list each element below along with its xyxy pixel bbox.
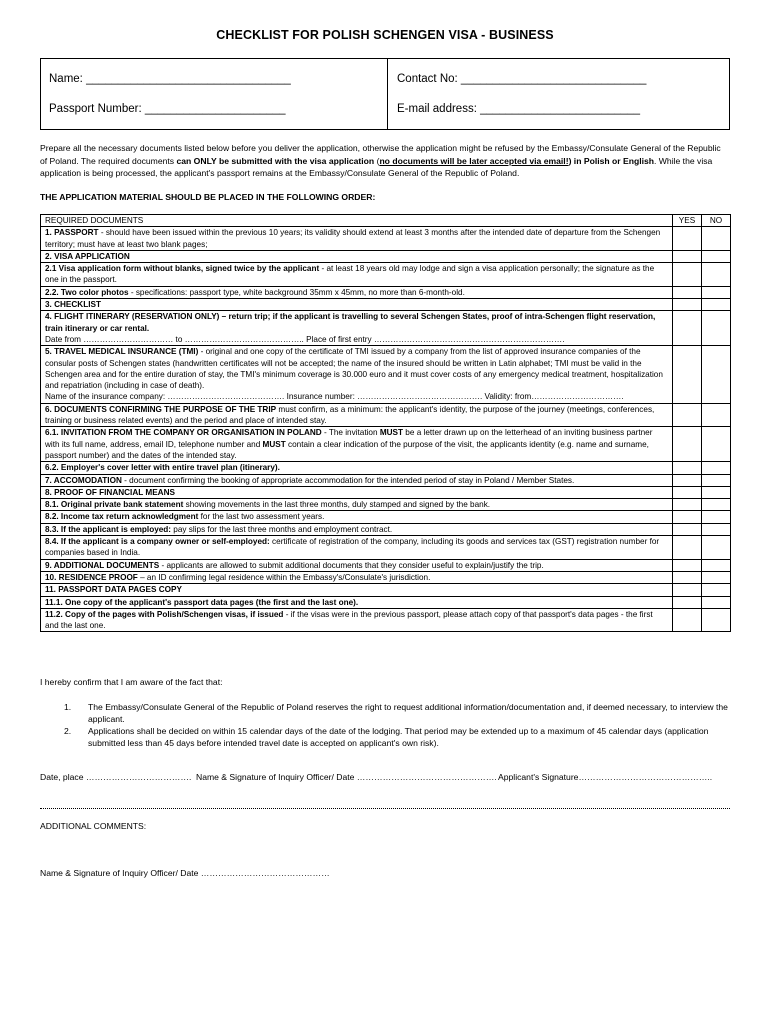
additional-comments-label: ADDITIONAL COMMENTS: <box>40 821 147 831</box>
row-text: - if the visas were in the previous passport, please attach copy of that passport's data pages - the first and the last one. <box>45 609 653 631</box>
row-text: - specifications: passport type, white background 35mm x 45mm, no more than 6-month-old. <box>128 287 465 297</box>
checklist-table <box>40 214 731 632</box>
intro-text: ( <box>374 155 380 166</box>
no-checkbox[interactable] <box>702 250 731 262</box>
applicant-signature-field[interactable]: Applicant's Signature……………………………………….. <box>498 772 713 782</box>
applicant-info-box <box>40 58 730 130</box>
yes-checkbox[interactable] <box>673 474 702 486</box>
no-checkbox[interactable] <box>702 596 731 608</box>
row-title: 11.1. One copy of the applicant's passport data pages (the first and the last one). <box>41 596 673 608</box>
yes-checkbox[interactable] <box>673 462 702 474</box>
row-text: certificate of registration of the company, including its goods and services tax (GST) registration number for companies based in India. <box>45 537 660 558</box>
table-row <box>41 536 731 560</box>
table-row <box>41 559 731 571</box>
table-row <box>41 427 731 462</box>
no-checkbox[interactable] <box>702 559 731 571</box>
page-title: CHECKLIST FOR POLISH SCHENGEN VISA - BUSINESS <box>216 28 554 42</box>
table-row <box>41 227 731 251</box>
date-place-field[interactable]: Date, place ………………………………. <box>40 772 192 782</box>
table-row <box>41 462 731 474</box>
confirmation-list <box>64 701 730 749</box>
table-row <box>41 584 731 596</box>
intro-bold-underline: no documents will be later accepted via email! <box>379 155 569 166</box>
table-header-row <box>41 215 731 227</box>
name-field[interactable]: Name: ________________________________ <box>49 73 291 85</box>
no-checkbox[interactable] <box>702 299 731 311</box>
dotted-separator <box>40 808 730 809</box>
row-text: - applicants are allowed to submit additional documents that they consider useful to explain/justify the trip. <box>159 560 544 570</box>
row-title: 2.1 Visa application form without blanks, signed twice by the applicant <box>45 264 320 274</box>
yes-checkbox[interactable] <box>673 596 702 608</box>
yes-checkbox[interactable] <box>673 511 702 523</box>
contact-field[interactable]: Contact No: _____________________________ <box>397 73 647 85</box>
list-item <box>64 725 730 749</box>
yes-checkbox[interactable] <box>673 608 702 632</box>
no-checkbox[interactable] <box>702 474 731 486</box>
yes-checkbox[interactable] <box>673 403 702 427</box>
no-checkbox[interactable] <box>702 608 731 632</box>
row-title: 4. FLIGHT ITINERARY (RESERVATION ONLY) – return trip; if the applicant is travelling to several Schengen States, proof of intra-Schengen flight reservation, train itinerary or car rental. <box>45 312 656 333</box>
no-checkbox[interactable] <box>702 227 731 251</box>
no-checkbox[interactable] <box>702 462 731 474</box>
table-row <box>41 403 731 427</box>
table-row <box>41 346 731 403</box>
row-title: 2.2. Two color photos <box>45 287 129 297</box>
yes-checkbox[interactable] <box>673 486 702 498</box>
yes-checkbox[interactable] <box>673 499 702 511</box>
row-title: 3. CHECKLIST <box>41 299 673 311</box>
table-row <box>41 250 731 262</box>
no-checkbox[interactable] <box>702 486 731 498</box>
no-checkbox[interactable] <box>702 311 731 346</box>
no-checkbox[interactable] <box>702 263 731 287</box>
intro-paragraph <box>40 142 730 180</box>
yes-checkbox[interactable] <box>673 250 702 262</box>
intro-bold: can ONLY be submitted with the visa application <box>176 155 375 166</box>
row-title: 6. DOCUMENTS CONFIRMING THE PURPOSE OF THE TRIP <box>45 404 277 414</box>
row-text: - at least 18 years old may lodge and sign a visa application personally; the signature as the one in the passport. <box>45 264 655 285</box>
info-divider <box>387 59 388 129</box>
table-row <box>41 299 731 311</box>
list-text: Applications shall be decided on within 15 calendar days of the date of the lodging. That period may be extended up to a maximum of 45 calendar days (application submitted less than 45 days before intended travel date is accepted on applicant's own risk). <box>88 726 709 748</box>
yes-checkbox[interactable] <box>673 299 702 311</box>
table-row <box>41 511 731 523</box>
header-required-documents: REQUIRED DOCUMENTS <box>41 215 673 227</box>
row-title: 8.4. If the applicant is a company owner or self-employed: <box>45 537 270 547</box>
row-text: – an ID confirming legal residence within the Embassy's/Consulate's jurisdiction. <box>137 572 431 582</box>
row-title: 8.2. Income tax return acknowledgment <box>45 512 199 522</box>
header-no: NO <box>702 215 731 227</box>
row-title: 5. TRAVEL MEDICAL INSURANCE (TMI) <box>45 347 199 357</box>
no-checkbox[interactable] <box>702 346 731 403</box>
row-title: 8.3. If the applicant is employed: <box>45 524 172 534</box>
row-text: - The invitation <box>321 428 380 438</box>
table-row <box>41 311 731 346</box>
row-text: be a letter drawn up on the letterhead of an inviting business partner with its full name, address, email ID, telephone number and <box>45 428 653 449</box>
email-field[interactable]: E-mail address: _________________________ <box>397 103 640 115</box>
confirmation-statement: I hereby confirm that I am aware of the fact that: <box>40 677 223 687</box>
row-text: contain a clear indication of the purpose of the visit, the applicants identity (e.g. name and surname, passport number) and the dates of the intended stay. <box>45 439 649 460</box>
yes-checkbox[interactable] <box>673 571 702 583</box>
row-text: Name of the insurance company: ……………………………………. Insurance number: ………………………………………. Validity: from……………………………. <box>45 392 624 402</box>
table-row <box>41 286 731 298</box>
row-title: 10. RESIDENCE PROOF <box>45 572 138 582</box>
intro-bold: ) in Polish or English <box>568 155 655 166</box>
list-item <box>64 701 730 725</box>
no-checkbox[interactable] <box>702 511 731 523</box>
row-title: 8.1. Original private bank statement <box>45 500 184 510</box>
order-heading: THE APPLICATION MATERIAL SHOULD BE PLACED IN THE FOLLOWING ORDER: <box>40 192 376 202</box>
list-number: 1. <box>64 702 72 712</box>
yes-checkbox[interactable] <box>673 227 702 251</box>
row-title: 2. VISA APPLICATION <box>41 250 673 262</box>
row-title: 6.1. INVITATION FROM THE COMPANY OR ORGANISATION IN POLAND <box>45 428 322 438</box>
row-title: 7. ACCOMODATION <box>45 475 122 485</box>
table-row <box>41 596 731 608</box>
no-checkbox[interactable] <box>702 536 731 560</box>
row-title: 1. PASSPORT <box>45 228 99 238</box>
yes-checkbox[interactable] <box>673 263 702 287</box>
officer-signature-field-2[interactable]: Name & Signature of Inquiry Officer/ Date ……………………………………… <box>40 868 330 878</box>
row-title: 11. PASSPORT DATA PAGES COPY <box>41 584 673 596</box>
no-checkbox[interactable] <box>702 427 731 462</box>
table-row <box>41 474 731 486</box>
no-checkbox[interactable] <box>702 499 731 511</box>
row-text: pay slips for the last three months and employment contract. <box>171 524 393 534</box>
officer-signature-field[interactable]: Name & Signature of Inquiry Officer/ Date …………………………………………. <box>196 772 497 782</box>
no-checkbox[interactable] <box>702 403 731 427</box>
no-checkbox[interactable] <box>702 286 731 298</box>
row-text: - document confirming the booking of appropriate accommodation for the intended period of stay in Poland / Member States. <box>121 475 575 485</box>
row-text: - original and one copy of the certificate of TMI issued by a company from the list of approved insurance companies of the consular posts of Schengen states (handwritten certificates will not be accepted; the name of the insured should be written in Latin alphabet; TMI must be valid in the Schengen area and for the entire duration of stay, the TMI's minimum coverage is 30.000 euro and it must cover costs of any emergency medical treatment, hospitalization and repatriation (including in case of death). <box>45 347 663 391</box>
row-emphasis: MUST <box>262 439 286 449</box>
table-row <box>41 263 731 287</box>
table-row <box>41 499 731 511</box>
yes-checkbox[interactable] <box>673 286 702 298</box>
no-checkbox[interactable] <box>702 584 731 596</box>
list-number: 2. <box>64 726 72 736</box>
yes-checkbox[interactable] <box>673 584 702 596</box>
intro-text: Prepare all the necessary documents listed below before you deliver the application, otherwise the application might be refused by the Embassy/Consulate General of the Republic of Poland. The required documents <box>40 143 721 166</box>
row-title: 8. PROOF OF FINANCIAL MEANS <box>41 486 673 498</box>
row-title: 11.2. Copy of the pages with Polish/Schengen visas, if issued <box>45 609 284 619</box>
row-text: showing movements in the last three months, duly stamped and signed by the bank. <box>183 500 491 510</box>
no-checkbox[interactable] <box>702 523 731 535</box>
row-text: must confirm, as a minimum: the applicant's identity, the purpose of the journey (meetings, conferences, training or business related events) and the period and place of intended stay. <box>45 404 655 426</box>
list-text: The Embassy/Consulate General of the Republic of Poland reserves the right to request additional information/documentation and, if deemed necessary, to interview the applicant. <box>88 702 728 724</box>
row-title: 6.2. Employer's cover letter with entire travel plan (itinerary). <box>41 462 673 474</box>
row-text: Date from …………………………… to …………………………………….. Place of first entry ……………………………………………………………. <box>45 334 565 344</box>
intro-text: . While the visa application is being processed, the applicant's passport remains at the Embassy/Consulate General of the Republic of Poland. <box>40 155 713 178</box>
yes-checkbox[interactable] <box>673 536 702 560</box>
yes-checkbox[interactable] <box>673 346 702 403</box>
no-checkbox[interactable] <box>702 571 731 583</box>
table-row <box>41 608 731 632</box>
table-row <box>41 486 731 498</box>
yes-checkbox[interactable] <box>673 523 702 535</box>
row-emphasis: MUST <box>379 428 404 438</box>
table-row <box>41 571 731 583</box>
yes-checkbox[interactable] <box>673 559 702 571</box>
row-text: for the last two assessment years. <box>198 512 325 522</box>
passport-number-field[interactable]: Passport Number: ______________________ <box>49 103 286 115</box>
row-text: - should have been issued within the previous 10 years; its validity should extend at least 3 months after the intended date of departure from the Schengen territory; must have at least two blank pages; <box>45 228 661 249</box>
yes-checkbox[interactable] <box>673 311 702 346</box>
header-yes: YES <box>673 215 702 227</box>
yes-checkbox[interactable] <box>673 427 702 462</box>
table-row <box>41 523 731 535</box>
row-title: 9. ADDITIONAL DOCUMENTS <box>45 560 160 570</box>
